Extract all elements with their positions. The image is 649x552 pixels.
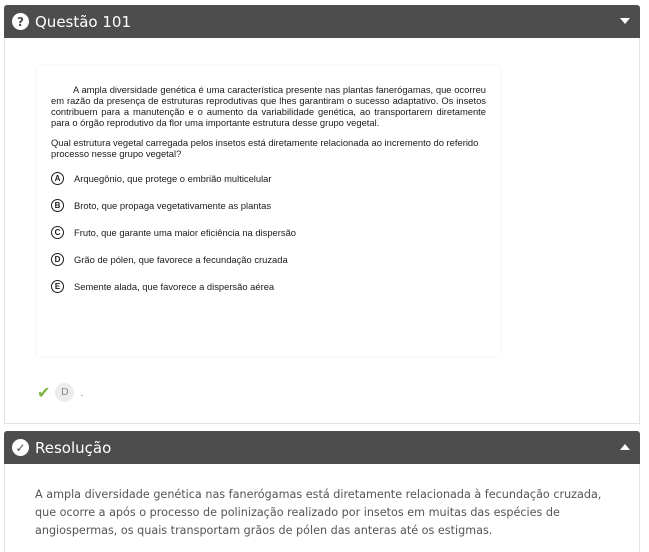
alternative-text: Broto, que propaga vegetativamente as plantas: [74, 200, 272, 211]
question-circle-icon: ?: [12, 13, 29, 30]
resolution-text: A ampla diversidade genética nas fanerógamas está diretamente relacionada à fecundação cruzada, que ocorre a após o processo de polinização realizado por insetos em muitas das espécies de angiospermas, os quais transportam grãos de pólen das anteras até os estigmas.: [35, 488, 602, 537]
resolution-panel-body: [4, 464, 640, 552]
question-panel-title: Questão 101: [35, 12, 132, 31]
alternative-text: Grão de pólen, que favorece a fecundação cruzada: [74, 254, 288, 265]
caret-down-icon[interactable]: [620, 18, 630, 24]
alternative-b[interactable]: [51, 199, 486, 212]
question-card: [37, 66, 500, 356]
check-circle-icon: ✓: [12, 439, 29, 456]
alternative-letter: D: [51, 253, 64, 266]
resolution-panel-header[interactable]: [4, 431, 640, 464]
resolution-panel-title: Resolução: [35, 438, 112, 457]
alternative-letter: A: [51, 172, 64, 185]
alternative-a[interactable]: [51, 172, 486, 185]
caret-up-icon[interactable]: [620, 444, 630, 450]
alternative-letter: B: [51, 199, 64, 212]
alternative-letter: E: [51, 280, 64, 293]
alternative-e[interactable]: [51, 280, 486, 293]
alternative-d[interactable]: [51, 253, 486, 266]
check-icon: ✔: [37, 383, 51, 402]
question-stem: A ampla diversidade genética é uma característica presente nas plantas fanerógamas, que ocorreu em razão da presença de estruturas reprodutivas que lhes garantiram o sucesso adaptativo. Os insetos contribuem para a manutenção e o aumento da variabilidade genética, ao transportarem diretamente para o órgão reprodutivo da flor uma importante estrutura desse grupo vegetal.: [51, 84, 486, 128]
alternative-letter: C: [51, 226, 64, 239]
alternative-c[interactable]: [51, 226, 486, 239]
alternative-text: Fruto, que garante uma maior eficiência na dispersão: [74, 227, 296, 238]
selected-answer-badge: D: [55, 383, 74, 402]
question-prompt: Qual estrutura vegetal carregada pelos insetos está diretamente relacionada ao incremento do referido processo nesse grupo vegetal?: [51, 137, 479, 159]
answer-suffix: .: [80, 386, 84, 399]
answer-row: [37, 383, 83, 402]
alternative-text: Arquegônio, que protege o embrião multicelular: [74, 173, 272, 184]
question-panel-body: [4, 38, 640, 424]
question-panel-header[interactable]: [4, 5, 640, 38]
alternative-text: Semente alada, que favorece a dispersão aérea: [74, 281, 275, 292]
